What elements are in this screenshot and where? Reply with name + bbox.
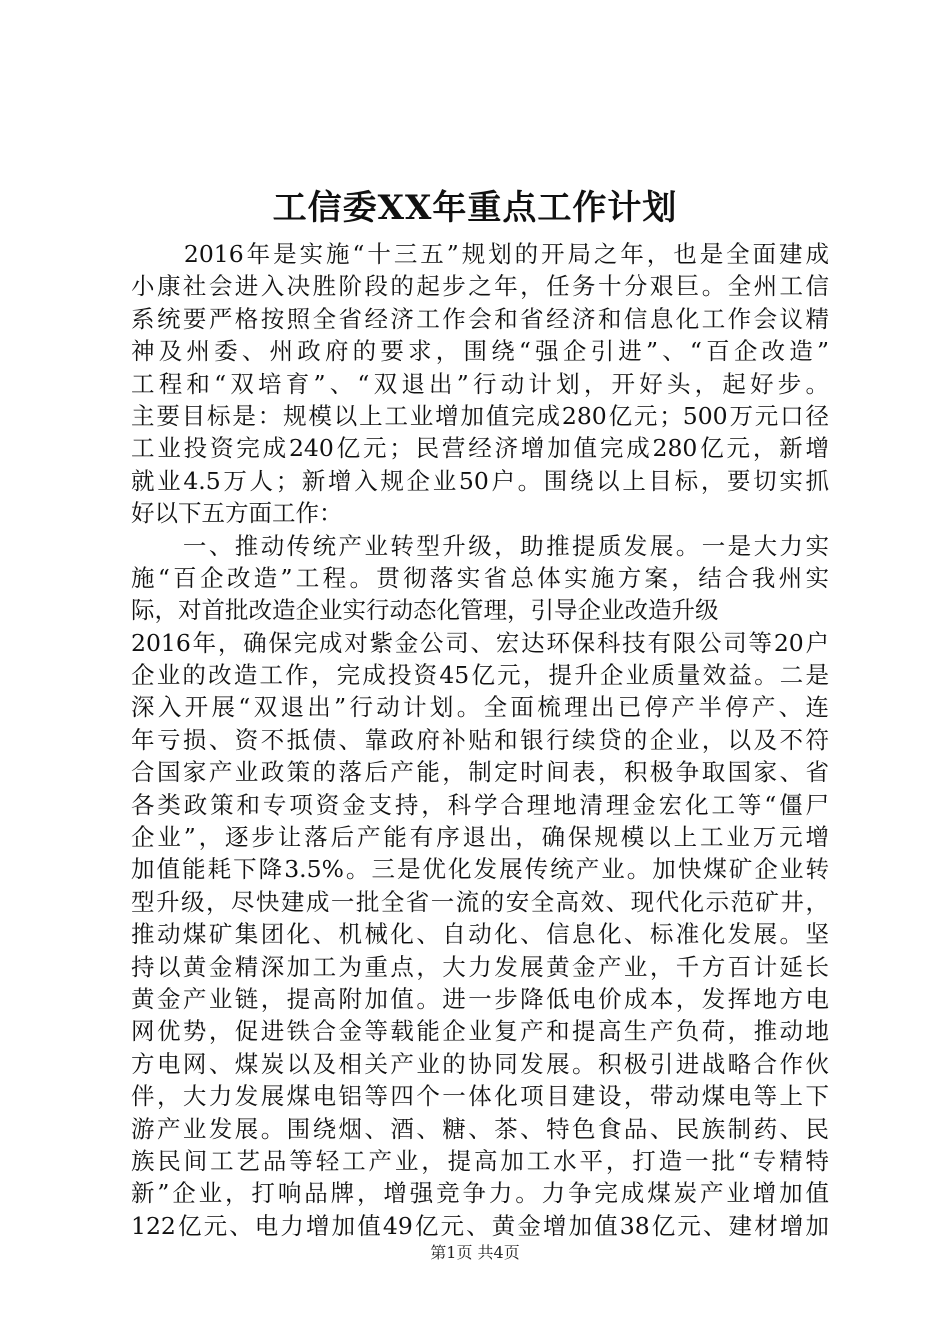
body-line: 工程和“双培育”、“双退出”行动计划，开好头，起好步。 — [131, 369, 829, 398]
body-line: 合国家产业政策的落后产能，制定时间表，积极争取国家、省 — [131, 758, 829, 787]
page-footer: 第1页 共4页 — [430, 1243, 520, 1262]
body-line: 型升级，尽快建成一批全省一流的安全高效、现代化示范矿井， — [131, 887, 829, 916]
body-line: 企业”，逐步让落后产能有序退出，确保规模以上工业万元增 — [131, 823, 829, 852]
body-line: 网优势，促进铁合金等载能企业复产和提高生产负荷，推动地 — [131, 1017, 829, 1046]
body-line: 际，对首批改造企业实行动态化管理，引导企业改造升级 — [131, 596, 719, 625]
body-line: 黄金产业链，提高附加值。进一步降低电价成本，发挥地方电 — [131, 984, 829, 1013]
body-line: 小康社会进入决胜阶段的起步之年，任务十分艰巨。全州工信 — [131, 272, 829, 301]
body-line: 一、推动传统产业转型升级，助推提质发展。一是大力实 — [131, 531, 829, 560]
body-line: 方电网、煤炭以及相关产业的协同发展。积极引进战略合作伙 — [131, 1049, 829, 1078]
body-line: 122亿元、电力增加值49亿元、黄金增加值38亿元、建材增加 — [131, 1211, 829, 1240]
body-line: 企业的改造工作，完成投资45亿元，提升企业质量效益。二是 — [131, 661, 829, 690]
body-line: 游产业发展。围绕烟、酒、糖、茶、特色食品、民族制药、民 — [131, 1114, 829, 1143]
body-line: 深入开展“双退出”行动计划。全面梳理出已停产半停产、连 — [131, 693, 829, 722]
body-line: 持以黄金精深加工为重点，大力发展黄金产业，千方百计延长 — [131, 952, 829, 981]
body-line: 新”企业，打响品牌，增强竞争力。力争完成煤炭产业增加值 — [131, 1179, 829, 1208]
body-line: 施“百企改造”工程。贯彻落实省总体实施方案，结合我州实 — [131, 563, 829, 592]
body-line: 主要目标是：规模以上工业增加值完成280亿元；500万元口径 — [131, 401, 829, 430]
body-line: 就业4.5万人；新增入规企业50户。围绕以上目标，要切实抓 — [131, 466, 829, 495]
body-line: 2016年，确保完成对紫金公司、宏达环保科技有限公司等20户 — [131, 628, 829, 657]
body-line: 族民间工艺品等轻工产业，提高加工水平，打造一批“专精特 — [131, 1146, 829, 1175]
document-title: 工信委XX年重点工作计划 — [272, 188, 678, 228]
body-line: 系统要严格按照全省经济工作会和省经济和信息化工作会议精 — [131, 304, 829, 333]
body-line: 各类政策和专项资金支持，科学合理地清理金宏化工等“僵尸 — [131, 790, 829, 819]
body-line: 2016年是实施“十三五”规划的开局之年，也是全面建成 — [131, 240, 829, 268]
body-line: 年亏损、资不抵债、靠政府补贴和银行续贷的企业，以及不符 — [131, 725, 829, 754]
body-line: 伴，大力发展煤电铝等四个一体化项目建设，带动煤电等上下 — [131, 1082, 829, 1111]
document-body — [131, 238, 829, 1242]
body-line: 推动煤矿集团化、机械化、自动化、信息化、标准化发展。坚 — [131, 920, 829, 949]
body-line: 神及州委、州政府的要求，围绕“强企引进”、“百企改造” — [131, 337, 829, 366]
body-line: 加值能耗下降3.5%。三是优化发展传统产业。加快煤矿企业转 — [131, 855, 829, 884]
body-line: 工业投资完成240亿元；民营经济增加值完成280亿元，新增 — [131, 434, 829, 463]
body-line: 好以下五方面工作： — [131, 499, 343, 528]
